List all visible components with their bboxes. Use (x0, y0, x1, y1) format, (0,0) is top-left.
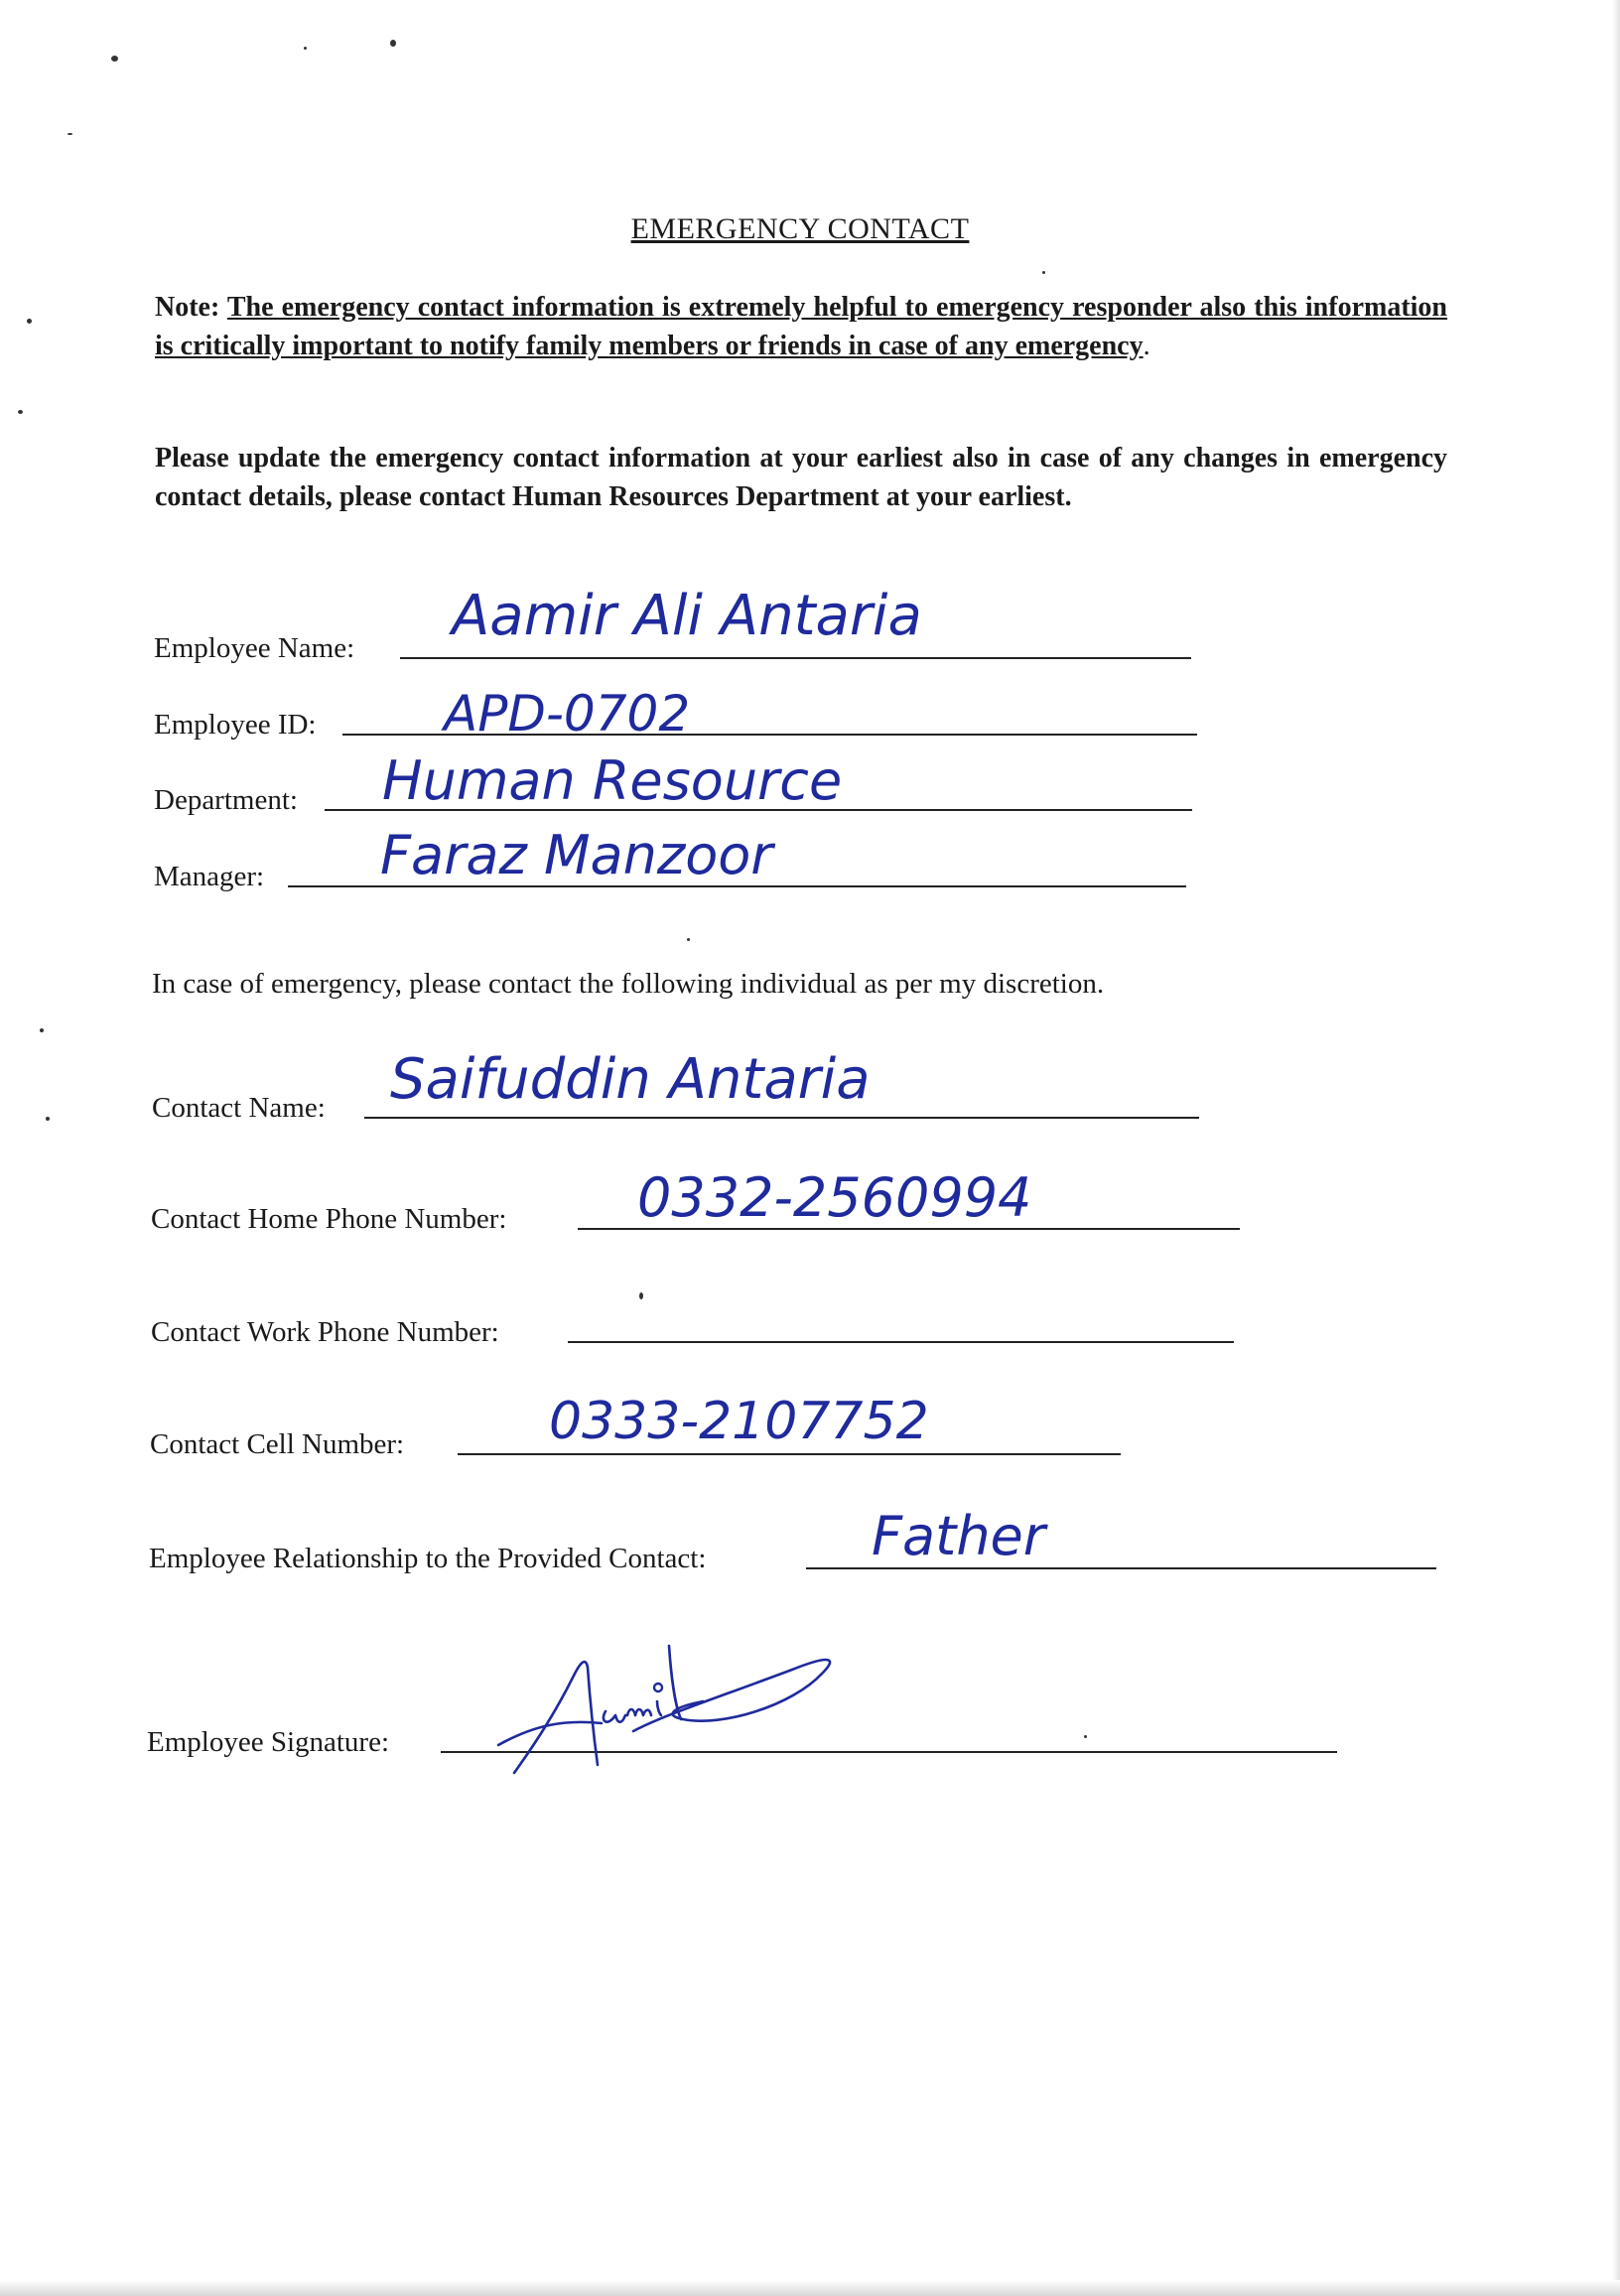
scan-speck (639, 1292, 643, 1299)
manager-label: Manager: (154, 861, 265, 892)
scan-speck (46, 1117, 50, 1121)
scan-edge-right (1612, 0, 1620, 2296)
contact-name-label: Contact Name: (152, 1092, 326, 1124)
scan-speck (18, 410, 23, 414)
signature-mark (494, 1616, 911, 1785)
home-phone-label: Contact Home Phone Number: (151, 1203, 507, 1235)
note-end: . (1143, 331, 1150, 361)
work-phone-line[interactable] (568, 1341, 1234, 1343)
scan-speck (1042, 271, 1045, 274)
employee-id-value: APD-0702 (444, 685, 691, 743)
form-title: EMERGENCY CONTACT (630, 212, 970, 245)
contact-name-value: Saifuddin Antaria (390, 1047, 871, 1112)
employee-name-label: Employee Name: (154, 632, 355, 664)
scan-speck (304, 47, 307, 50)
note-body: The emergency contact information is extremely helpful to emergency responder also this information is critically important to notify family members or friends in case of any emergency (155, 292, 1448, 361)
relationship-label: Employee Relationship to the Provided Contact: (149, 1543, 707, 1574)
manager-value: Faraz Manzoor (380, 824, 773, 886)
instruction-text: In case of emergency, please contact the following individual as per my discretion. (152, 968, 1105, 1000)
relationship-line[interactable] (806, 1567, 1436, 1569)
employee-id-label: Employee ID: (154, 709, 317, 741)
signature-label: Employee Signature: (147, 1726, 390, 1758)
cell-number-line[interactable] (458, 1453, 1121, 1455)
department-value: Human Resource (382, 749, 843, 812)
contact-name-line[interactable] (364, 1117, 1199, 1119)
note-lead: Note: (155, 292, 227, 323)
scan-speck (68, 133, 72, 135)
scan-speck (687, 938, 690, 941)
scan-speck (27, 319, 32, 324)
update-paragraph: Please update the emergency contact information at your earliest also in case of any changes in emergency contact details, please contact Human Resources Department at your earliest. (155, 443, 1447, 512)
note-paragraph (155, 288, 1447, 365)
scan-speck (40, 1028, 44, 1032)
home-phone-value: 0332-2560994 (637, 1166, 1032, 1229)
scan-speck (390, 40, 396, 47)
relationship-field (149, 1526, 1439, 1575)
employee-name-value: Aamir Ali Antaria (452, 584, 922, 648)
cell-number-value: 0333-2107752 (549, 1392, 929, 1451)
department-label: Department: (154, 784, 298, 816)
cell-number-label: Contact Cell Number: (150, 1428, 405, 1460)
scan-speck (111, 56, 118, 62)
relationship-value: Father (872, 1505, 1045, 1567)
scan-edge-bottom (0, 2280, 1620, 2296)
work-phone-label: Contact Work Phone Number: (151, 1316, 499, 1348)
employee-name-line[interactable] (400, 657, 1191, 659)
work-phone-field (151, 1299, 1243, 1349)
scan-speck (1084, 1735, 1087, 1738)
